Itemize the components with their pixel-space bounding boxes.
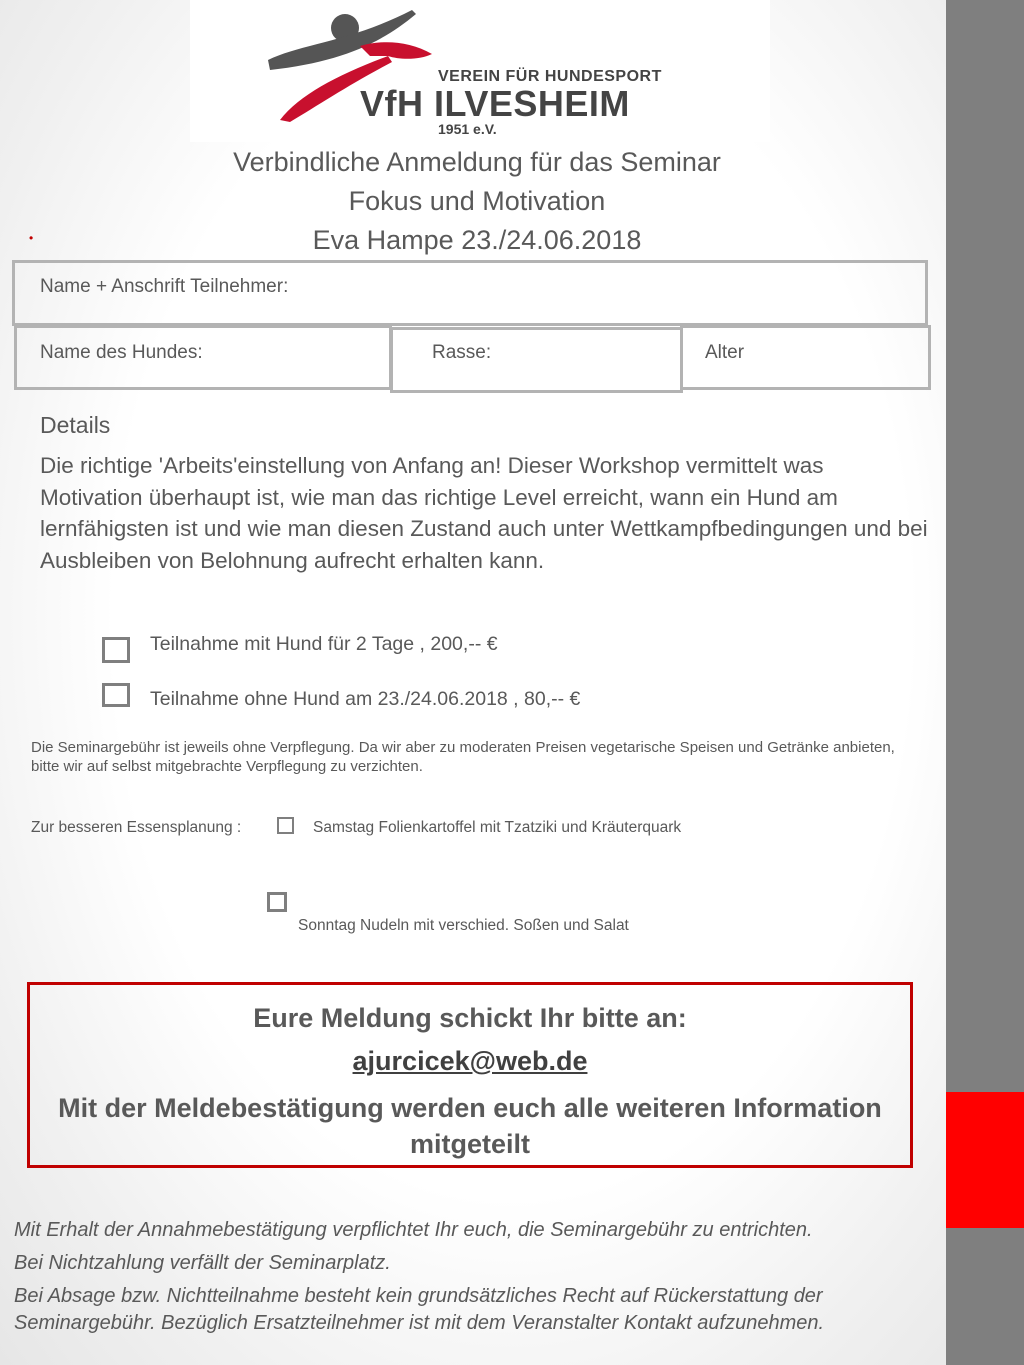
details-text: Die richtige 'Arbeits'einstellung von Anfang an! Dieser Workshop vermittelt was Motivation überhaupt ist, wie man das richtige Level erreicht, wann ein Hund am lernfähigsten ist und wie man diesen Zustand auch unter Wettkampfbedingungen und bei Ausbleiben von Belohnung aufrecht erhalten kann. <box>40 453 928 574</box>
meal-planning-label: Zur besseren Essensplanung : <box>31 819 242 836</box>
meal-sunday-label: Sonntag Nudeln mit verschied. Soßen und Salat <box>298 917 629 934</box>
age-label: Alter <box>705 342 745 363</box>
bullet-icon: • <box>29 231 34 245</box>
title-line-3: Eva Hampe 23./24.06.2018 <box>312 225 642 255</box>
option-without-dog-label: Teilnahme ohne Hund am 23./24.06.2018 , 80,-- € <box>150 688 581 710</box>
title-line-1: Verbindliche Anmeldung für das Seminar <box>233 147 721 177</box>
contact-info: Mit der Meldebestätigung werden euch alle weiteren Information mitgeteilt <box>58 1093 882 1159</box>
contact-heading: Eure Meldung schickt Ihr bitte an: <box>253 1003 687 1033</box>
name-address-label: Name + Anschrift Teilnehmer: <box>40 276 289 297</box>
logo-line-2: VfH ILVESHEIM <box>360 83 630 124</box>
breed-label: Rasse: <box>432 342 492 363</box>
details-heading: Details <box>40 412 111 438</box>
dog-name-label: Name des Hundes: <box>40 342 203 363</box>
title-line-2: Fokus und Motivation <box>348 186 606 216</box>
option-without-dog-checkbox[interactable] <box>102 683 130 707</box>
sidebar-red-accent <box>946 1092 1024 1228</box>
logo-line-3: 1951 e.V. <box>438 121 497 137</box>
footer-line-3: Bei Absage bzw. Nichtteilnahme besteht kein grundsätzliches Recht auf Rückerstattung der Seminargebühr. Bezüglich Ersatzteilnehmer ist mit dem Veranstalter Kontakt aufzunehmen. <box>14 1285 825 1334</box>
fee-note: Die Seminargebühr ist jeweils ohne Verpflegung. Da wir aber zu moderaten Preisen vegetarische Speisen und Getränke anbieten, bitte wir auf selbst mitgebrachte Verpflegung zu verzichten. <box>31 739 895 775</box>
footer-line-2: Bei Nichtzahlung verfällt der Seminarplatz. <box>14 1252 391 1274</box>
meal-saturday-label: Samstag Folienkartoffel mit Tzatziki und Kräuterquark <box>313 819 682 836</box>
option-with-dog-label: Teilnahme mit Hund für 2 Tage , 200,-- € <box>150 633 498 655</box>
meal-saturday-checkbox[interactable] <box>277 817 294 834</box>
option-with-dog-checkbox[interactable] <box>102 637 130 663</box>
footer-line-1: Mit Erhalt der Annahmebestätigung verpflichtet Ihr euch, die Seminargebühr zu entrichten. <box>14 1219 813 1241</box>
logo-line-1: VEREIN FÜR HUNDESPORT <box>438 68 662 85</box>
meal-sunday-checkbox[interactable] <box>267 892 287 912</box>
contact-email-link[interactable]: ajurcicek@web.de <box>352 1046 588 1076</box>
